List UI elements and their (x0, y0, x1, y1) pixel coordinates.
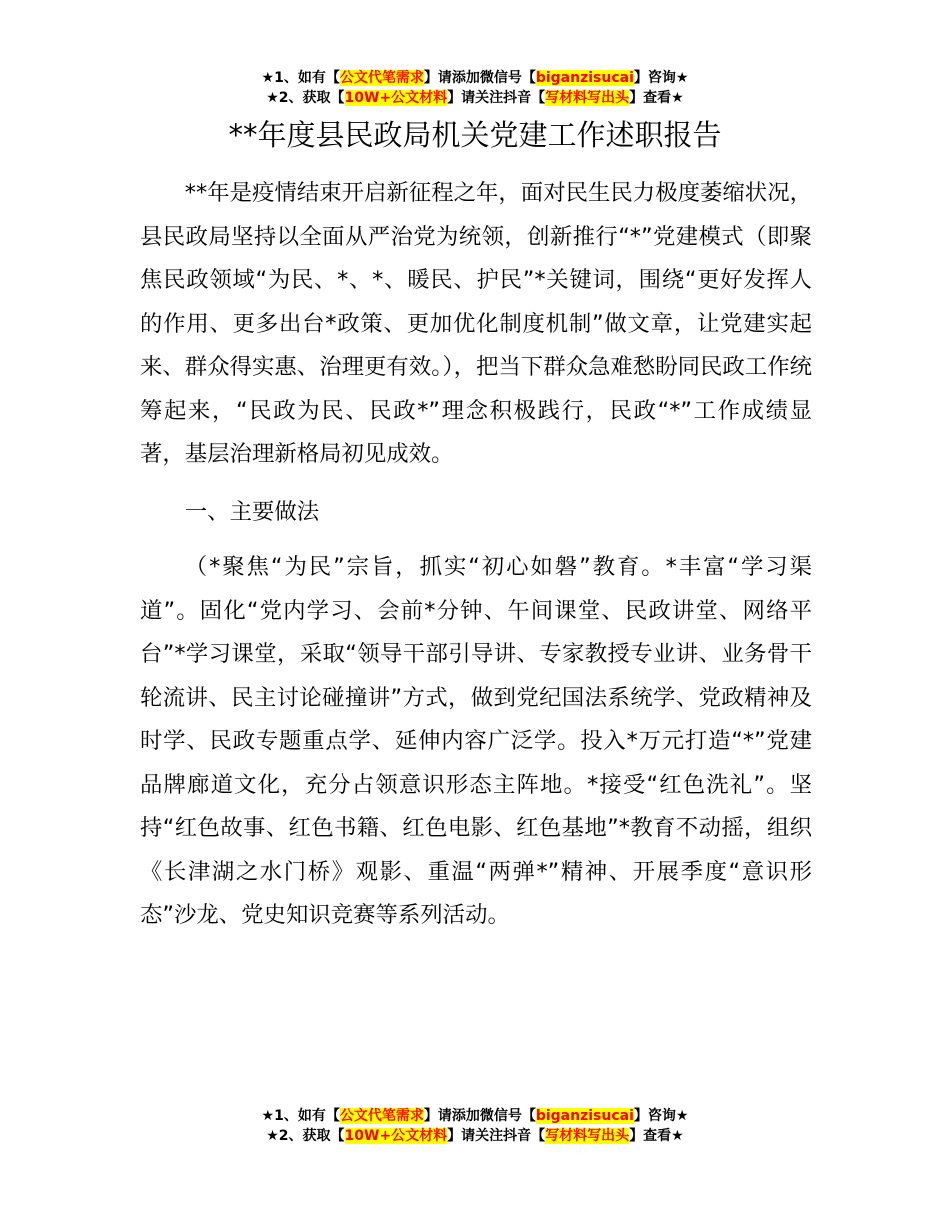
section-heading: 一、主要做法 (184, 498, 320, 525)
document-body (140, 172, 812, 938)
banner-text: 】请添加微信号【 (423, 1108, 536, 1124)
banner-text: 】咨询★ (633, 70, 689, 86)
banner-text: 】请关注抖音【 (447, 1128, 546, 1144)
highlight-douyin: 写材料写出头 (545, 1128, 630, 1144)
highlight-ghostwriting: 公文代笔需求 (339, 70, 424, 86)
highlight-wechat-id: biganzisucai (535, 70, 634, 86)
banner-line-2 (0, 88, 950, 108)
banner-text: 】请添加微信号【 (423, 70, 536, 86)
document-title: **年度县民政局机关党建工作述职报告 (228, 118, 722, 152)
banner-text: ★1、如有【 (261, 70, 340, 86)
header-banner (0, 68, 950, 108)
paragraph-practice: （*聚焦“为民”宗旨，抓实“初心如磐”教育。*丰富“学习渠道”。固化“党内学习、会前*分钟、午间课堂、民政讲堂、网络平台”*学习课堂，采取“领导干部引导讲、专家教授专业讲、业务骨干轮流讲、民主讨论碰撞讲”方式，做到党纪国法系统学、党政精神及时学、民政专题重点学、延伸内容广泛学。投入*万元打造“*”党建品牌廊道文化，充分占领意识形态主阵地。*接受“红色洗礼”。坚持“红色故事、红色书籍、红色电影、红色基地”*教育不动摇，组织《长津湖之水门桥》观影、重温“两弹*”精神、开展季度“意识形态”沙龙、党史知识竞赛等系列活动。 (140, 554, 812, 928)
banner-line-2 (0, 1126, 950, 1146)
highlight-materials: 10W+公文材料 (344, 90, 448, 106)
banner-text: 】查看★ (629, 90, 684, 106)
banner-line-1 (0, 1106, 950, 1126)
banner-text: ★2、获取【 (266, 1128, 345, 1144)
footer-banner (0, 1106, 950, 1146)
banner-line-1 (0, 68, 950, 88)
banner-text: ★2、获取【 (266, 90, 345, 106)
banner-text: ★1、如有【 (261, 1108, 340, 1124)
highlight-wechat-id: biganzisucai (535, 1108, 634, 1124)
banner-text: 】咨询★ (633, 1108, 689, 1124)
highlight-douyin: 写材料写出头 (545, 90, 630, 106)
highlight-ghostwriting: 公文代笔需求 (339, 1108, 424, 1124)
highlight-materials: 10W+公文材料 (344, 1128, 448, 1144)
banner-text: 】请关注抖音【 (447, 90, 546, 106)
banner-text: 】查看★ (629, 1128, 684, 1144)
paragraph-intro: **年是疫情结束开启新征程之年，面对民生民力极度萎缩状况，县民政局坚持以全面从严治党为统领，创新推行“*”党建模式（即聚焦民政领域“为民、*、*、暖民、护民”*关键词，围绕“更好发挥人的作用、更多出台*政策、更加优化制度机制”做文章，让党建实起来、群众得实惠、治理更有效。），把当下群众急难愁盼同民政工作统筹起来，“民政为民、民政*”理念积极践行，民政“*”工作成绩显著，基层治理新格局初见成效。 (140, 180, 812, 467)
